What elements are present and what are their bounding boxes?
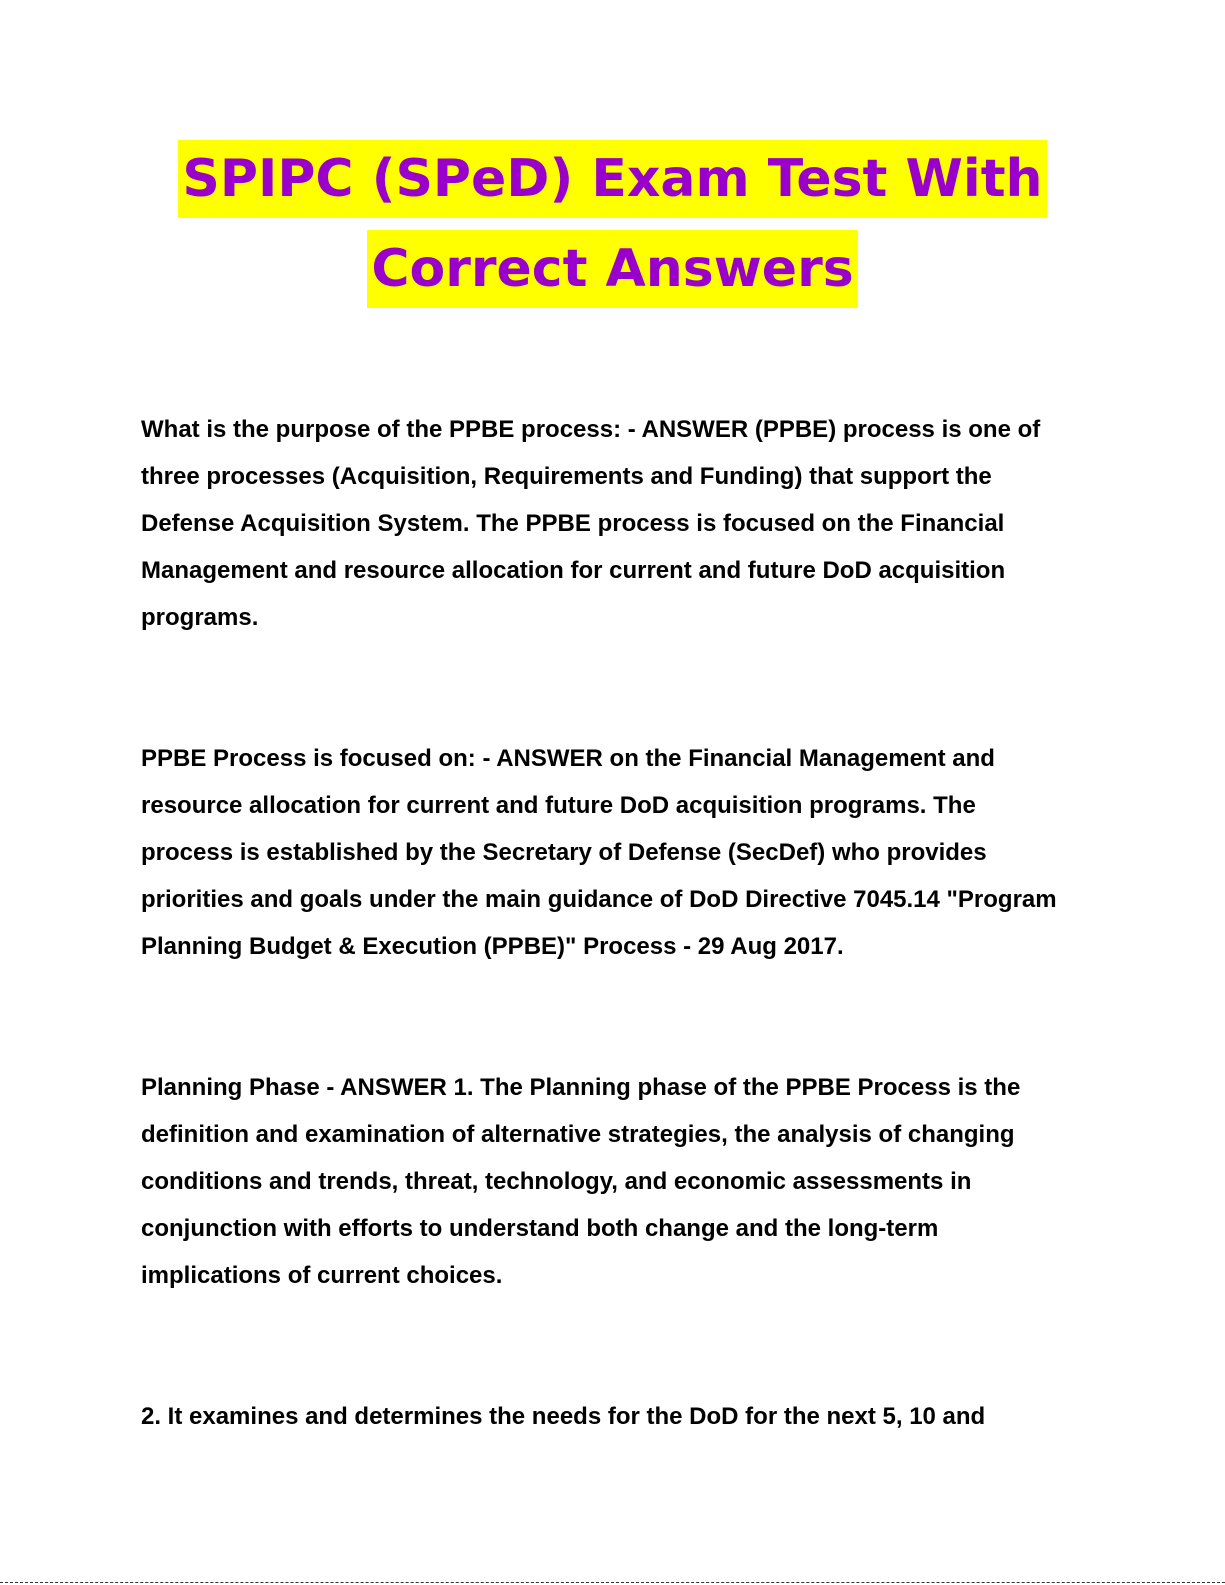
document-title <box>0 140 1225 320</box>
title-line-2: Correct Answers <box>367 230 857 308</box>
document-body <box>141 406 1071 1440</box>
paragraph-planning-phase: Planning Phase - ANSWER 1. The Planning phase of the PPBE Process is the definition and examination of alternative strategies, the analysis of changing conditions and trends, threat, technology, and economic assessments in conjunction with efforts to understand both change and the long-term implications of current choices. <box>141 1074 1021 1289</box>
title-line-1: SPIPC (SPeD) Exam Test With <box>178 140 1046 218</box>
paragraph-ppbe-focus: PPBE Process is focused on: - ANSWER on the Financial Management and resource allocation for current and future DoD acquisition programs. The process is established by the Secretary of Defense (SecDef) who provides priorities and goals under the main guidance of DoD Directive 7045.14 "Program Planning Budget & Execution (PPBE)" Process - 29 Aug 2017. <box>141 745 1057 960</box>
page-bottom-divider <box>0 1582 1225 1583</box>
paragraph-ppbe-purpose: What is the purpose of the PPBE process: - ANSWER (PPBE) process is one of three processes (Acquisition, Requirements and Funding) that support the Defense Acquisition System. The PPBE process is focused on the Financial Management and resource allocation for current and future DoD acquisition programs. <box>141 416 1041 631</box>
paragraph-planning-needs: 2. It examines and determines the needs for the DoD for the next 5, 10 and <box>141 1403 986 1430</box>
